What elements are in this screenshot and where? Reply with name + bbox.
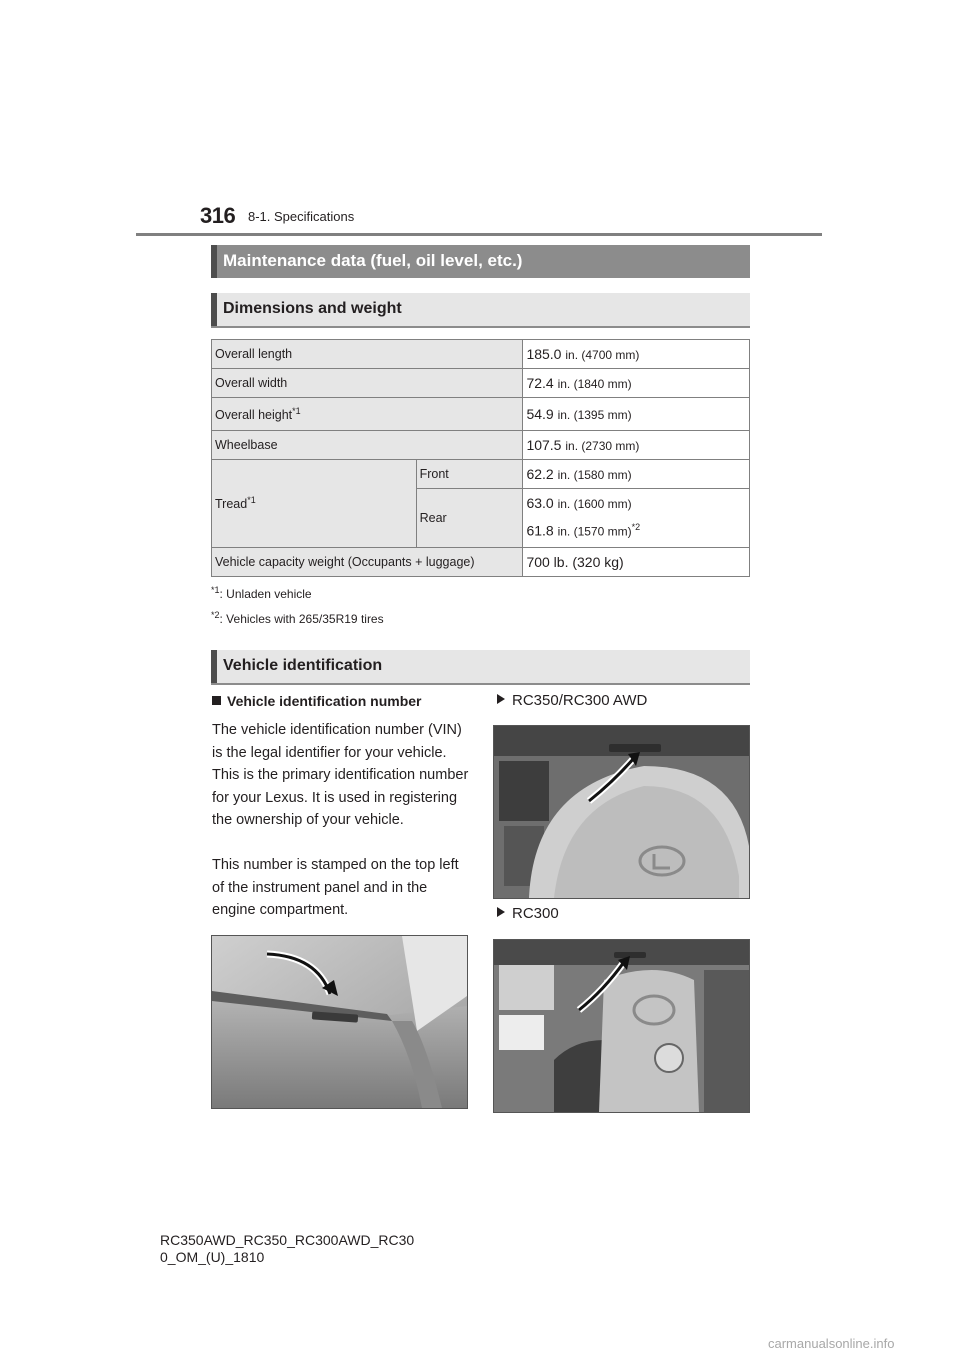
row-value: 62.2 in. (1580 mm) bbox=[523, 460, 750, 489]
footnote-mark: *2 bbox=[631, 522, 641, 533]
row-value: 107.5 in. (2730 mm) bbox=[523, 431, 750, 460]
row-label: Tread$^{*1}$ bbox=[212, 460, 417, 548]
main-heading-text: Maintenance data (fuel, oil level, etc.) bbox=[223, 251, 523, 270]
row-value: 54.9 in. (1395 mm) bbox=[523, 398, 750, 431]
watermark: carmanualsonline.info bbox=[768, 1336, 895, 1351]
table-row bbox=[212, 431, 750, 460]
row-value: 185.0 in. (4700 mm) bbox=[523, 340, 750, 369]
table-row bbox=[212, 548, 750, 577]
row-label: Overall height$^{*1}$ bbox=[212, 398, 523, 431]
page-number: 316 bbox=[200, 203, 236, 228]
square-bullet-icon bbox=[212, 696, 221, 705]
row-sublabel: Rear bbox=[416, 489, 523, 548]
row-value: 63.0 in. (1600 mm) 61.8 in. (1570 mm)$^{*2}$ bbox=[523, 489, 750, 548]
table-row bbox=[212, 369, 750, 398]
section-title: 8-1. Specifications bbox=[248, 209, 355, 224]
table-row bbox=[212, 398, 750, 431]
document-code: RC350AWD_RC350_RC300AWD_RC30 0_OM_(U)_1810 bbox=[160, 1232, 415, 1265]
dimensions-heading-text: Dimensions and weight bbox=[223, 300, 402, 317]
row-label: Wheelbase bbox=[212, 431, 523, 460]
main-heading bbox=[211, 245, 750, 278]
dimensions-heading bbox=[211, 293, 750, 328]
footnote-mark: *1 bbox=[247, 495, 256, 506]
table-row bbox=[212, 460, 750, 489]
header-rule bbox=[136, 233, 822, 236]
engine-vin-photo-awd bbox=[493, 725, 750, 899]
table-row bbox=[212, 340, 750, 369]
triangle-bullet-icon bbox=[497, 694, 505, 704]
heading-accent-bar bbox=[211, 245, 217, 278]
model-label-rc300: RC300 bbox=[497, 905, 559, 922]
vehicle-id-heading bbox=[211, 650, 750, 685]
engine-vin-photo-rc300 bbox=[493, 939, 750, 1113]
heading-accent-bar bbox=[211, 650, 217, 683]
footnote-mark: *1 bbox=[292, 405, 301, 416]
vin-location-paragraph: This number is stamped on the top left of the instrument panel and in the engine compartment. bbox=[212, 857, 459, 918]
row-sublabel: Front bbox=[416, 460, 523, 489]
model-label-awd: RC350/RC300 AWD bbox=[497, 692, 647, 709]
row-value: 72.4 in. (1840 mm) bbox=[523, 369, 750, 398]
vin-paragraph: The vehicle identification number (VIN) is the legal identifier for your vehicle. This is the primary identification number for your Lexus. It is used in registering the ownership of your vehicle. bbox=[212, 722, 469, 828]
instrument-panel-vin-photo bbox=[211, 935, 468, 1109]
triangle-bullet-icon bbox=[497, 907, 505, 917]
row-label: Vehicle capacity weight (Occupants + luggage) bbox=[212, 548, 523, 577]
heading-accent-bar bbox=[211, 293, 217, 326]
vin-subheading: Vehicle identification number bbox=[212, 693, 421, 709]
row-label: Overall width bbox=[212, 369, 523, 398]
vehicle-id-heading-text: Vehicle identification bbox=[223, 657, 383, 674]
footnote: $^{*1}$: Unladen vehicle bbox=[211, 585, 312, 601]
dimensions-table bbox=[211, 339, 750, 577]
row-value: 700 lb. (320 kg) bbox=[523, 548, 750, 577]
footnote: $^{*2}$: Vehicles with 265/35R19 tires bbox=[211, 610, 384, 626]
row-label: Overall length bbox=[212, 340, 523, 369]
